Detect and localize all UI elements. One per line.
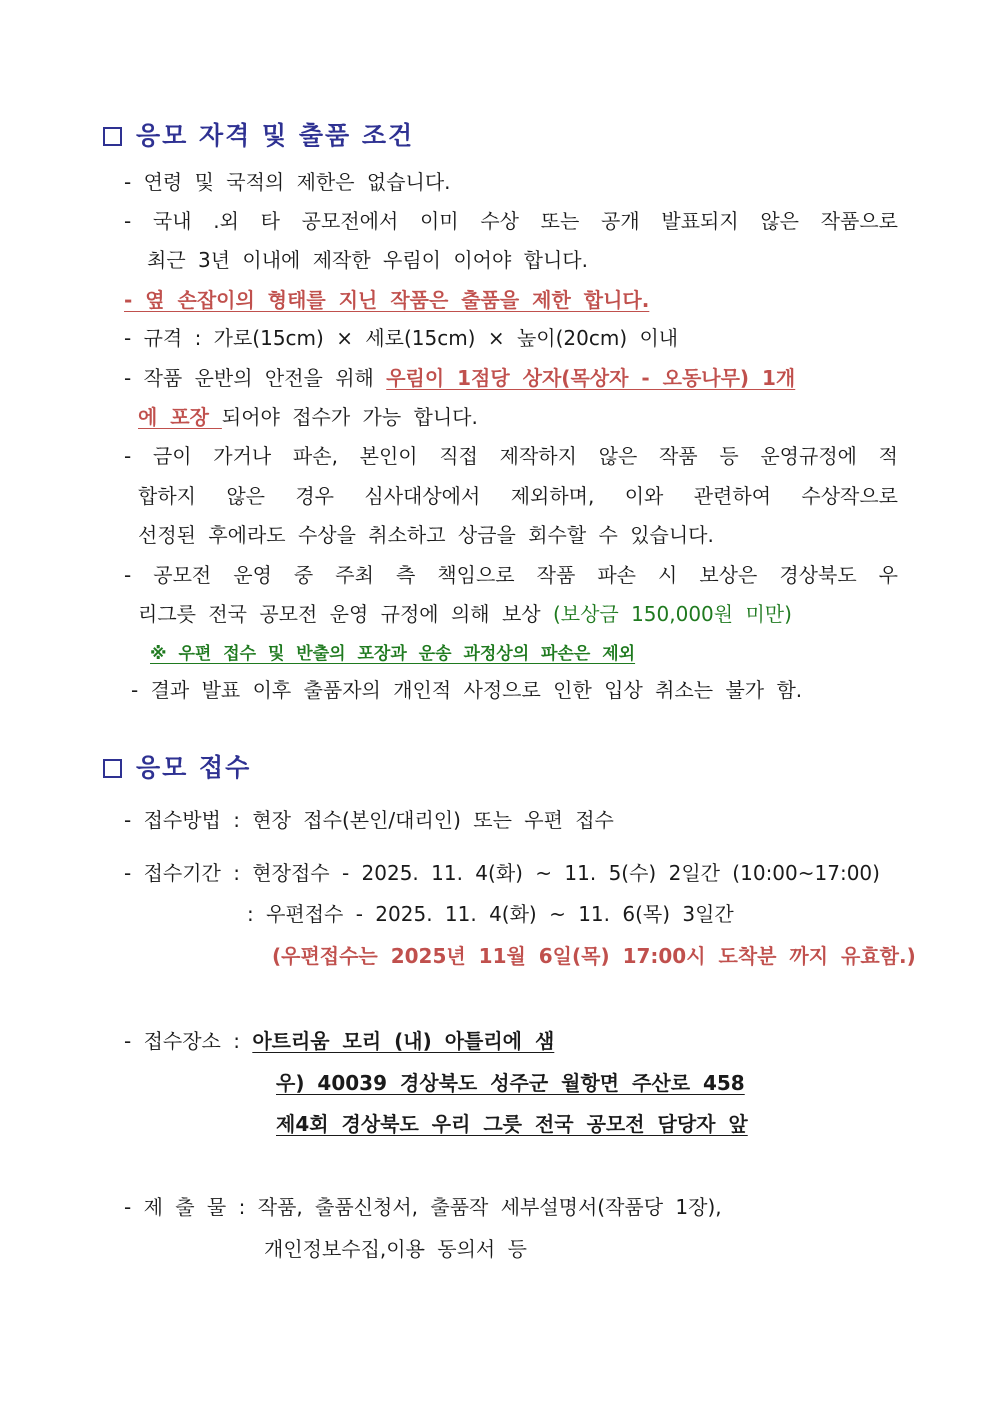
- eligibility-line-compensation: - 공모전 운영 중 주최 측 책임으로 작품 파손 시 보상은 경상북도 우: [124, 563, 898, 587]
- submission-period-mail: : 우편접수 - 2025. 11. 4(화) ~ 11. 6(목) 3일간: [247, 902, 734, 926]
- submission-address: [276, 1069, 745, 1097]
- eligibility-line-prior-award: - 국내 .외 타 공모전에서 이미 수상 또는 공개 발표되지 않은 작품으로: [124, 209, 898, 233]
- place-label: - 접수장소 :: [124, 1029, 253, 1053]
- eligibility-line-compensation-cont: [138, 600, 792, 628]
- eligibility-line-exclusion-cont: 합하지 않은 경우 심사대상에서 제외하며, 이와 관련하여 수상작으로: [138, 484, 898, 508]
- recipient-text: 제4회 경상북도 우리 그릇 전국 공모전 담당자 앞: [276, 1112, 748, 1136]
- compensation-note: [150, 640, 635, 668]
- section-heading-eligibility: [103, 116, 414, 152]
- section-title: 응모 자격 및 출품 조건: [136, 121, 415, 150]
- submission-documents: - 제 출 물 : 작품, 출품신청서, 출품작 세부설명서(작품당 1장),: [124, 1195, 722, 1219]
- checkbox-square-icon: [103, 127, 122, 146]
- eligibility-line-exclusion: - 금이 가거나 파손, 본인이 직접 제작하지 않은 작품 등 운영규정에 적: [124, 444, 898, 468]
- eligibility-line-revoke: 선정된 후에라도 수상을 취소하고 상금을 회수할 수 있습니다.: [138, 523, 714, 547]
- submission-place: [124, 1027, 554, 1055]
- submission-documents-cont: 개인정보수집,이용 동의서 등: [264, 1237, 527, 1261]
- submission-period-note: (우편접수는 2025년 11월 6일(목) 17:00시 도착분 까지 유효함.): [272, 944, 916, 968]
- checkbox-square-icon: [103, 759, 122, 778]
- packaging-highlight-text: 우림이 1점당 상자(목상자 - 오동나무) 1개: [386, 366, 796, 390]
- eligibility-line-handle-restriction: [124, 286, 649, 314]
- section-title: 응모 접수: [136, 753, 252, 782]
- compensation-pre-text: 리그릇 전국 공모전 운영 규정에 의해 보상: [138, 602, 553, 626]
- submission-recipient: [276, 1110, 748, 1138]
- place-name: 아트리움 모리 (내) 아틀리에 샘: [252, 1029, 555, 1053]
- packaging-highlight-cont: 에 포장: [138, 405, 222, 429]
- compensation-amount: (보상금 150,000원 미만): [552, 602, 792, 626]
- packaging-post-text: 되어야 접수가 가능 합니다.: [221, 405, 478, 429]
- submission-period-onsite: - 접수기간 : 현장접수 - 2025. 11. 4(화) ~ 11. 5(수) 2일간 (10:00~17:00): [124, 861, 880, 885]
- packaging-pre-text: - 작품 운반의 안전을 위해: [124, 366, 387, 390]
- eligibility-line-cancel: - 결과 발표 이후 출품자의 개인적 사정으로 인한 입상 취소는 불가 함.: [131, 678, 803, 702]
- submission-method: - 접수방법 : 현장 접수(본인/대리인) 또는 우편 접수: [124, 808, 614, 832]
- eligibility-line-size: - 규격 : 가로(15cm) × 세로(15cm) × 높이(20cm) 이내: [124, 326, 679, 350]
- handle-restriction-text: - 옆 손잡이의 형태를 지닌 작품은 출품을 제한 합니다.: [124, 288, 650, 312]
- eligibility-line-age: - 연령 및 국적의 제한은 없습니다.: [124, 170, 451, 194]
- compensation-note-text: ※ 우편 접수 및 반출의 포장과 운송 과정상의 파손은 제외: [150, 644, 636, 664]
- eligibility-line-packaging-cont: [138, 403, 478, 431]
- eligibility-line-recent: 최근 3년 이내에 제작한 우림이 이어야 합니다.: [147, 248, 588, 272]
- section-heading-submission: [103, 748, 251, 784]
- eligibility-line-packaging: [124, 364, 795, 392]
- address-text: 우) 40039 경상북도 성주군 월항면 주산로 458: [276, 1071, 745, 1095]
